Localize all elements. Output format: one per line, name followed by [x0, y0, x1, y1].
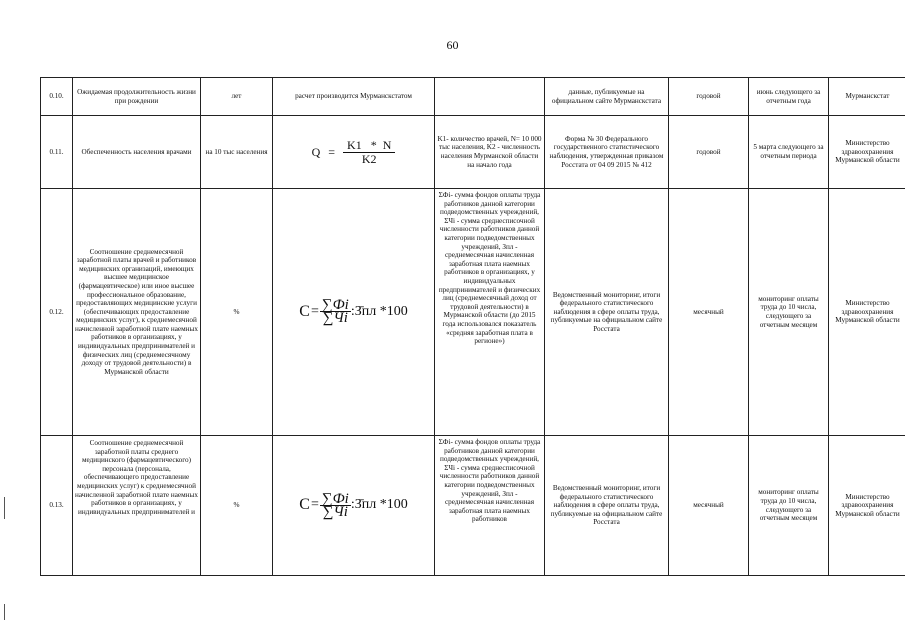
unit-cell: % — [201, 436, 273, 576]
data-source: Ведомственный мониторинг, итоги федерального статистического наблюдения в сфере оплаты труда, публикуемые на официальном сайте Росстата — [545, 189, 669, 436]
formula-denominator: K2 — [361, 151, 377, 166]
unit-cell: на 10 тыс населения — [201, 116, 273, 189]
formula-description: ΣФi- сумма фондов оплаты труда работников данной категории подведомственных учреждений, ΣЧi - сумма среднесписочной численности работников данной категории подведомственных учреждений, Зпл - среднемесячная начисленная заработная плата наемных работников — [435, 436, 545, 576]
formula-lhs: С — [299, 496, 310, 514]
formula-denominator: ∑Чi — [322, 503, 348, 520]
row-number: 0.11. — [41, 116, 73, 189]
formula-fraction — [320, 297, 351, 326]
page-number: 60 — [446, 38, 459, 52]
periodicity: годовой — [669, 116, 749, 189]
indicator-name: Соотношение среднемесячной заработной платы врачей и работников медицинских организаций, имеющих высшее медицинское (фармацевтическое) или иное высшее профессиональное образование, предоставляющих медицинские услуги (обеспечивающих предоставление медицинских услуг), к среднемесячной начисленной заработной плате наемных работников в организациях, у индивидуальных предпринимателей и физических лиц (среднемесячному доходу от трудовой деятельности) в Мурманской области — [73, 189, 201, 436]
row-number: 0.13. — [41, 436, 73, 576]
formula-cell — [273, 189, 435, 436]
responsible: Министерство здравоохранения Мурманской области — [829, 189, 905, 436]
formula-cell — [273, 116, 435, 189]
responsible: Мурманскстат — [829, 78, 905, 116]
formula-fraction — [320, 490, 351, 520]
table-row — [41, 189, 905, 436]
formula-lhs: Q — [311, 144, 321, 159]
unit-cell: % — [201, 189, 273, 436]
table-row — [41, 78, 905, 116]
deadline: июнь следующего за отчетным года — [749, 78, 829, 116]
table-row — [41, 436, 905, 576]
formula-text: расчет производится Мурманскстатом — [273, 78, 435, 116]
formula-numerator: ∑Фi — [321, 490, 349, 507]
formula-numerator: ∑Фi — [321, 297, 349, 314]
deadline: 5 марта следующего за отчетным периода — [749, 116, 829, 189]
deadline: мониторинг оплаты труда до 10 числа, следующего за отчетным месяцем — [749, 189, 829, 436]
deadline: мониторинг оплаты труда до 10 числа, следующего за отчетным месяцем — [749, 436, 829, 576]
formula-lhs: С — [299, 302, 310, 320]
responsible: Министерство здравоохранения Мурманской области — [829, 116, 905, 189]
margin-mark — [4, 497, 5, 519]
indicator-name: Соотношение среднемесячной заработной платы среднего медицинского (фармацевтического) персонала (персонала, обеспечивающего предоставление медицинских услуг) к среднемесячной начисленной заработной плате наемных работников в организациях, у индивидуальных предпринимателей и — [73, 436, 201, 576]
formula-numerator: K1 * N — [343, 141, 395, 153]
formula-rest: :З̄пл *100 — [350, 303, 408, 319]
row-number: 0.12. — [41, 189, 73, 436]
periodicity: месячный — [669, 189, 749, 436]
margin-mark — [4, 604, 5, 620]
formula-cell — [273, 436, 435, 576]
formula-description: ΣФi- сумма фондов оплаты труда работников данной категории подведомственных учреждений, ΣЧi - сумма среднесписочной численности работников данной категории подведомственных учреждений, Зпл - среднемесячная начисленная заработная плата наемных работников в организациях, у индивидуальных предпринимателей и физических лиц (среднемесячный доход от трудовой деятельности) в Мурманской области (до 2015 года использовался показатель «средняя заработная плата в регионе») — [435, 189, 545, 436]
formula-equals: = — [310, 303, 319, 319]
periodicity: месячный — [669, 436, 749, 576]
formula-fraction — [343, 137, 395, 166]
formula-description: K1- количество врачей, N= 10 000 тыс населения, K2 - численность населения Мурманской области на начало года — [435, 116, 545, 189]
formula — [275, 137, 432, 166]
periodicity: годовой — [669, 78, 749, 116]
table-row — [41, 116, 905, 189]
indicator-name: Обеспеченность населения врачами — [73, 116, 201, 189]
formula-denominator: ∑Чi — [322, 310, 348, 326]
formula-description — [435, 78, 545, 116]
formula-rest: :З̄пл *100 — [350, 497, 408, 513]
formula — [275, 297, 432, 326]
row-number: 0.10. — [41, 78, 73, 116]
formula — [275, 490, 432, 520]
unit-cell: лет — [201, 78, 273, 116]
formula-equals: = — [328, 144, 336, 159]
responsible: Министерство здравоохранения Мурманской области — [829, 436, 905, 576]
formula-equals: = — [310, 497, 319, 513]
data-source: данные, публикуемые на официальном сайте Мурманскстата — [545, 78, 669, 116]
indicator-name: Ожидаемая продолжительность жизни при рождении — [73, 78, 201, 116]
indicator-table — [40, 77, 905, 576]
data-source: Форма № 30 Федерального государственного статистического наблюдения, утвержденная приказом Росстата от 04 09 2015 № 412 — [545, 116, 669, 189]
data-source: Ведомственный мониторинг, итоги федерального статистического наблюдения в сфере оплаты труда, публикуемые на официальном сайте Росстата — [545, 436, 669, 576]
